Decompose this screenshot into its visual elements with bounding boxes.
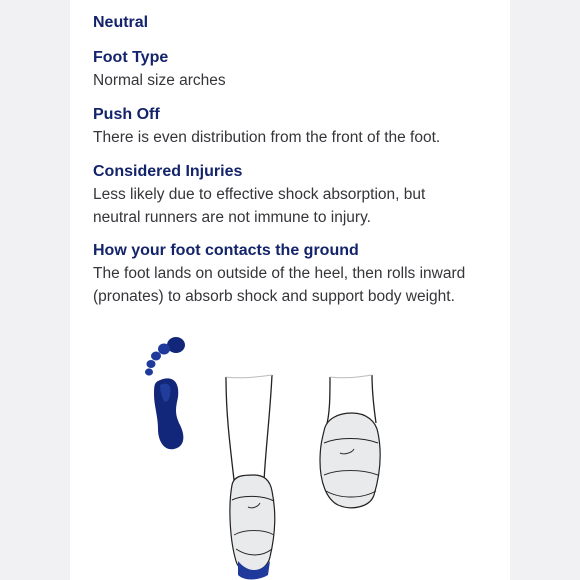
injuries-text-line-2: neutral runners are not immune to injury. — [93, 209, 371, 226]
contact-text-line-1: The foot lands on outside of the heel, then rolls inward — [93, 265, 466, 282]
running-legs-shoes-illustration — [140, 335, 520, 580]
left-leg — [226, 375, 272, 481]
right-shoe — [320, 413, 380, 508]
page-title: Neutral — [93, 14, 149, 31]
injuries-section — [93, 161, 513, 229]
contact-heading: How your foot contacts the ground — [93, 242, 359, 259]
injuries-heading: Considered Injuries — [93, 163, 243, 180]
contact-section — [93, 240, 513, 308]
injuries-text-line-1: Less likely due to effective shock absorption, but — [93, 186, 426, 203]
foot-type-heading: Foot Type — [93, 49, 169, 66]
title-section — [93, 12, 513, 34]
foot-type-section — [93, 47, 513, 92]
footprint-icon — [145, 337, 185, 449]
foot-type-text: Normal size arches — [93, 72, 226, 89]
push-off-section — [93, 104, 513, 149]
push-off-text: There is even distribution from the front of the foot. — [93, 129, 441, 146]
contact-text-line-2: (pronates) to absorb shock and support body weight. — [93, 288, 455, 305]
left-shoe — [230, 475, 275, 580]
push-off-heading: Push Off — [93, 106, 160, 123]
